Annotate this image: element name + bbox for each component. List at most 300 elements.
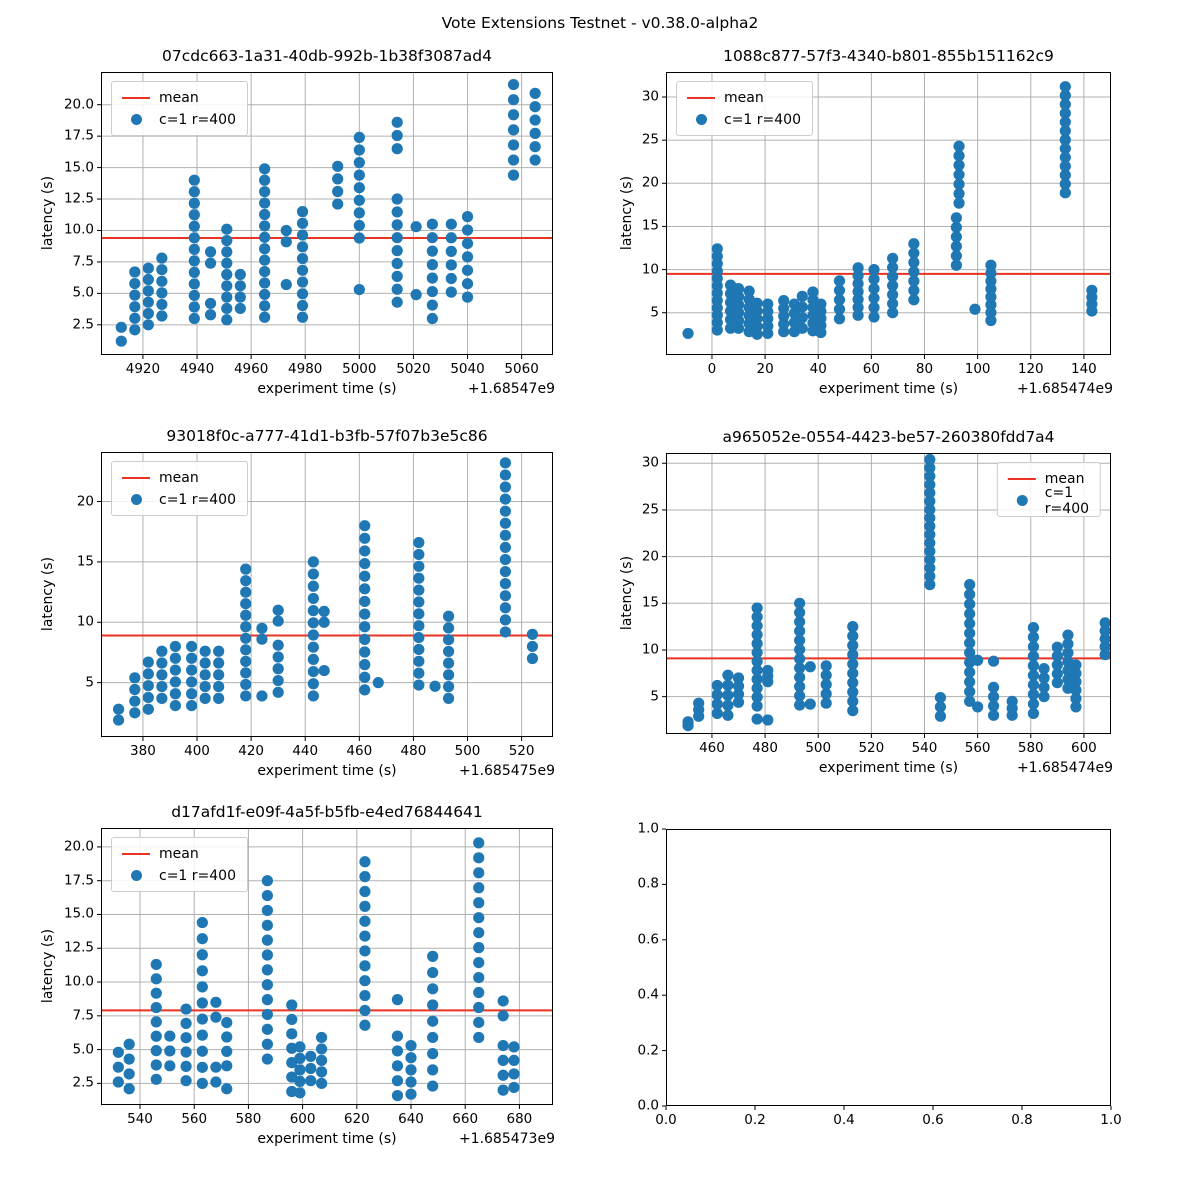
data-point [733,283,744,294]
data-point [392,1060,403,1071]
data-point [156,310,167,321]
data-point [427,232,438,243]
data-point [297,229,308,240]
data-point [221,269,232,280]
legend-series-entry [122,110,236,129]
y-tick-label: 25 [641,131,659,148]
data-point [1028,632,1039,643]
data-point [189,301,200,312]
data-point [240,621,251,632]
data-point [413,644,424,655]
data-point [332,173,343,184]
data-point [273,675,284,686]
mean-line-icon [687,97,715,99]
x-tick-label: 4980 [288,361,323,377]
data-point [530,154,541,165]
data-point [868,264,879,275]
data-point [113,704,124,715]
data-point [413,656,424,667]
y-tick-label: 20.0 [63,95,94,112]
data-point [413,620,424,631]
data-point [527,641,538,652]
mean-line-swatch [122,97,150,99]
data-point [964,667,975,678]
data-point [359,583,370,594]
data-point [308,605,319,616]
data-point [405,1040,416,1051]
data-point [197,965,208,976]
x-tick-label: 0.4 [833,1112,855,1128]
x-tick-label: 4940 [179,361,215,377]
data-point [186,664,197,675]
data-point [530,88,541,99]
data-point [180,1075,191,1086]
data-point [359,558,370,569]
y-tick-label: 25 [641,501,659,518]
data-point [969,304,980,315]
data-point [308,593,319,604]
data-point [821,660,832,671]
y-tick-label: 17.5 [63,127,94,144]
x-tick-label: 560 [181,1111,208,1127]
mean-line-icon [122,97,150,99]
data-point [498,995,509,1006]
data-point [332,161,343,172]
data-point [373,677,384,688]
data-point [805,661,816,672]
legend-series-label: c=1 r=400 [159,867,236,884]
data-point [240,575,251,586]
data-point [143,668,154,679]
data-point [359,621,370,632]
x-axis-label: experiment time (s) [818,760,959,776]
data-point [498,1010,509,1021]
data-point [405,1052,416,1063]
data-point [354,195,365,206]
data-point [221,314,232,325]
data-point [308,642,319,653]
x-tick-label: 0.6 [922,1112,944,1128]
legend-series-entry [687,110,801,129]
data-point [500,530,511,541]
data-point [143,692,154,703]
data-point [151,1059,162,1070]
data-point [964,589,975,600]
y-tick-label: 12.5 [63,939,94,956]
subplot-title: 07cdc663-1a31-40db-992b-1b38f3087ad4 [162,47,492,65]
data-point [281,236,292,247]
data-point [762,298,773,309]
data-point [354,220,365,231]
data-point [262,964,273,975]
data-point [500,602,511,613]
x-tick-label: 120 [1017,361,1044,377]
data-point [462,211,473,222]
data-point [413,537,424,548]
scatter-marker-icon [122,114,150,125]
data-point [462,224,473,235]
data-point [259,197,270,208]
scatter-marker-icon [1008,495,1036,506]
y-tick-label: 5.0 [72,284,94,301]
data-point [308,666,319,677]
data-point [359,520,370,531]
data-point [354,232,365,243]
data-point [129,324,140,335]
data-point [316,1043,327,1054]
data-point [473,1017,484,1028]
data-point [156,657,167,668]
data-point [221,258,232,269]
data-point [305,1051,316,1062]
data-point [129,290,140,301]
data-point [964,598,975,609]
data-point [924,454,935,465]
data-point [197,1046,208,1057]
x-tick-label: 20 [756,361,774,377]
data-point [427,313,438,324]
data-point [427,951,438,962]
data-point [392,1090,403,1101]
data-point [392,1045,403,1056]
data-point [392,130,403,141]
x-tick-label: 640 [398,1111,424,1127]
data-point [359,990,370,1001]
x-tick-label: 540 [127,1111,153,1127]
legend-series-entry [122,866,236,885]
data-point [354,284,365,295]
data-point [262,875,273,886]
data-point [221,1046,232,1057]
data-point [186,676,197,687]
data-point [205,258,216,269]
legend [111,837,248,892]
data-point [693,698,704,709]
x-tick-label: 460 [699,740,725,756]
x-axis-offset-label: +1.68547e9 [467,381,555,397]
data-point [508,154,519,165]
data-point [1028,641,1039,652]
data-point [508,1041,519,1052]
x-tick-label: 520 [858,740,885,756]
data-point [189,278,200,289]
data-point [186,653,197,664]
x-tick-label: 480 [752,740,778,756]
x-tick-label: 0.0 [655,1112,677,1128]
x-tick-label: 620 [343,1111,370,1127]
data-point [392,1075,403,1086]
data-point [473,867,484,878]
data-point [221,280,232,291]
data-point [143,680,154,691]
data-point [197,1078,208,1089]
data-point [129,672,140,683]
data-point [240,644,251,655]
x-axis-label: experiment time (s) [818,381,959,397]
x-tick-label: 520 [508,743,535,759]
data-point [1028,660,1039,671]
data-point [113,1062,124,1073]
y-tick-label: 2.5 [72,316,94,333]
data-point [297,265,308,276]
x-axis-label: experiment time (s) [257,381,397,397]
data-point [392,193,403,204]
data-point [1028,651,1039,662]
data-point [443,693,454,704]
data-point [1100,617,1111,628]
x-tick-label: 5040 [450,361,485,377]
data-point [473,897,484,908]
data-point [359,596,370,607]
data-point [530,141,541,152]
data-point [308,629,319,640]
data-point [189,232,200,243]
data-point [473,882,484,893]
data-point [359,975,370,986]
data-point [530,114,541,125]
legend-series-label: c=1 r=400 [159,111,236,128]
y-tick-label: 10 [641,260,659,277]
data-point [964,608,975,619]
data-point [180,1003,191,1014]
data-point [392,284,403,295]
data-point [256,634,267,645]
y-tick-label: 15.0 [63,158,94,175]
data-point [129,696,140,707]
data-point [473,972,484,983]
data-point [200,681,211,692]
data-point [359,659,370,670]
data-point [985,260,996,271]
mean-line-swatch [122,853,150,855]
data-point [151,1016,162,1027]
data-point [964,628,975,639]
data-point [508,1055,519,1066]
plot-6-axes [666,829,1111,1106]
data-point [164,1030,175,1041]
data-point [180,1046,191,1057]
y-tick-label: 5 [650,687,659,704]
data-point [308,581,319,592]
y-tick-label: 30 [641,454,659,471]
data-point [164,1060,175,1071]
data-point [527,653,538,664]
data-point [297,241,308,252]
x-tick-label: 500 [454,743,481,759]
data-point [473,957,484,968]
data-point [240,690,251,701]
data-point [164,1045,175,1056]
scatter-marker-swatch [131,494,142,505]
data-point [259,220,270,231]
data-point [413,632,424,643]
data-point [473,852,484,863]
data-point [500,481,511,492]
data-point [297,276,308,287]
data-point [210,1076,221,1087]
data-point [815,298,826,309]
data-point [156,287,167,298]
data-point [500,457,511,468]
data-point [908,238,919,249]
data-point [186,688,197,699]
data-point [189,244,200,255]
y-axis-label: latency (s) [619,555,635,630]
data-point [500,578,511,589]
data-point [151,1031,162,1042]
data-point [682,716,693,727]
x-tick-label: 5000 [342,361,377,377]
data-point [221,1083,232,1094]
data-point [508,139,519,150]
y-tick-label: 5 [650,303,659,320]
data-point [240,610,251,621]
data-point [498,1085,509,1096]
data-point [722,680,733,691]
data-point [392,117,403,128]
y-tick-label: 10 [641,641,659,658]
data-point [752,713,763,724]
scatter-marker-swatch [696,114,707,125]
legend [676,81,813,136]
data-point [180,1061,191,1072]
data-point [446,219,457,230]
data-point [392,245,403,256]
data-point [259,232,270,243]
data-point [446,273,457,284]
legend-series-entry [1008,484,1090,517]
data-point [259,209,270,220]
data-point [405,1064,416,1075]
legend [111,461,248,516]
data-point [262,1024,273,1035]
data-point [256,623,267,634]
data-point [443,681,454,692]
data-point [443,622,454,633]
data-point [508,79,519,90]
data-point [189,175,200,186]
data-point [527,629,538,640]
data-point [359,1020,370,1031]
data-point [413,561,424,572]
data-point [297,312,308,323]
data-point [682,328,693,339]
data-point [462,292,473,303]
scatter-marker-icon [687,114,715,125]
x-tick-label: 600 [1071,740,1097,756]
data-point [1028,708,1039,719]
data-point [413,549,424,560]
data-point [427,1064,438,1075]
data-point [405,1076,416,1087]
x-tick-label: 380 [130,743,156,759]
data-point [259,300,270,311]
data-point [205,298,216,309]
data-point [446,232,457,243]
x-tick-label: 580 [235,1111,262,1127]
data-point [473,927,484,938]
data-point [286,999,297,1010]
data-point [189,186,200,197]
data-point [359,684,370,695]
x-tick-label: 0.2 [744,1112,766,1128]
legend-mean-entry [122,88,236,107]
data-point [308,678,319,689]
data-point [308,568,319,579]
x-axis-label: experiment time (s) [257,763,397,779]
mean-line-icon [1008,478,1036,480]
data-point [113,1076,124,1087]
data-point [405,1089,416,1100]
data-point [1028,622,1039,633]
data-point [887,253,898,264]
data-point [316,1078,327,1089]
data-point [189,209,200,220]
data-point [213,693,224,704]
y-tick-label: 17.5 [63,871,94,888]
data-point [156,276,167,287]
data-point [294,1087,305,1098]
y-tick-label: 0.0 [637,1097,659,1114]
data-point [359,634,370,645]
y-axis-label: latency (s) [40,928,56,1003]
data-point [722,700,733,711]
data-point [262,994,273,1005]
data-point [259,186,270,197]
data-point [797,301,808,312]
x-axis-offset-label: +1.685473e9 [458,1131,555,1147]
data-point [392,994,403,1005]
data-point [281,279,292,290]
data-point [359,609,370,620]
x-tick-label: 540 [911,740,938,756]
data-point [935,692,946,703]
data-point [1070,659,1081,670]
data-point [262,890,273,901]
y-tick-label: 15 [76,553,94,570]
data-point [156,669,167,680]
legend-series-label: c=1 r=400 [724,111,801,128]
data-point [240,633,251,644]
legend-mean-entry [687,88,801,107]
data-point [262,1039,273,1050]
legend-series-label: c=1 r=400 [159,491,236,508]
data-point [530,101,541,112]
data-point [316,1032,327,1043]
data-point [964,676,975,687]
y-tick-label: 15.0 [63,905,94,922]
data-point [129,313,140,324]
data-point [427,967,438,978]
data-point [297,253,308,264]
data-point [262,1053,273,1064]
y-tick-label: 20 [641,547,659,564]
data-point [197,933,208,944]
data-point [446,246,457,257]
data-point [259,255,270,266]
y-axis-label: latency (s) [40,556,56,631]
data-point [180,1018,191,1029]
data-point [143,263,154,274]
data-point [359,901,370,912]
data-point [286,1028,297,1039]
data-point [443,669,454,680]
x-axis-offset-label: +1.685475e9 [458,763,555,779]
y-tick-label: 10 [76,613,94,630]
data-point [294,1064,305,1075]
x-tick-label: 560 [964,740,991,756]
x-tick-label: 60 [862,361,880,377]
